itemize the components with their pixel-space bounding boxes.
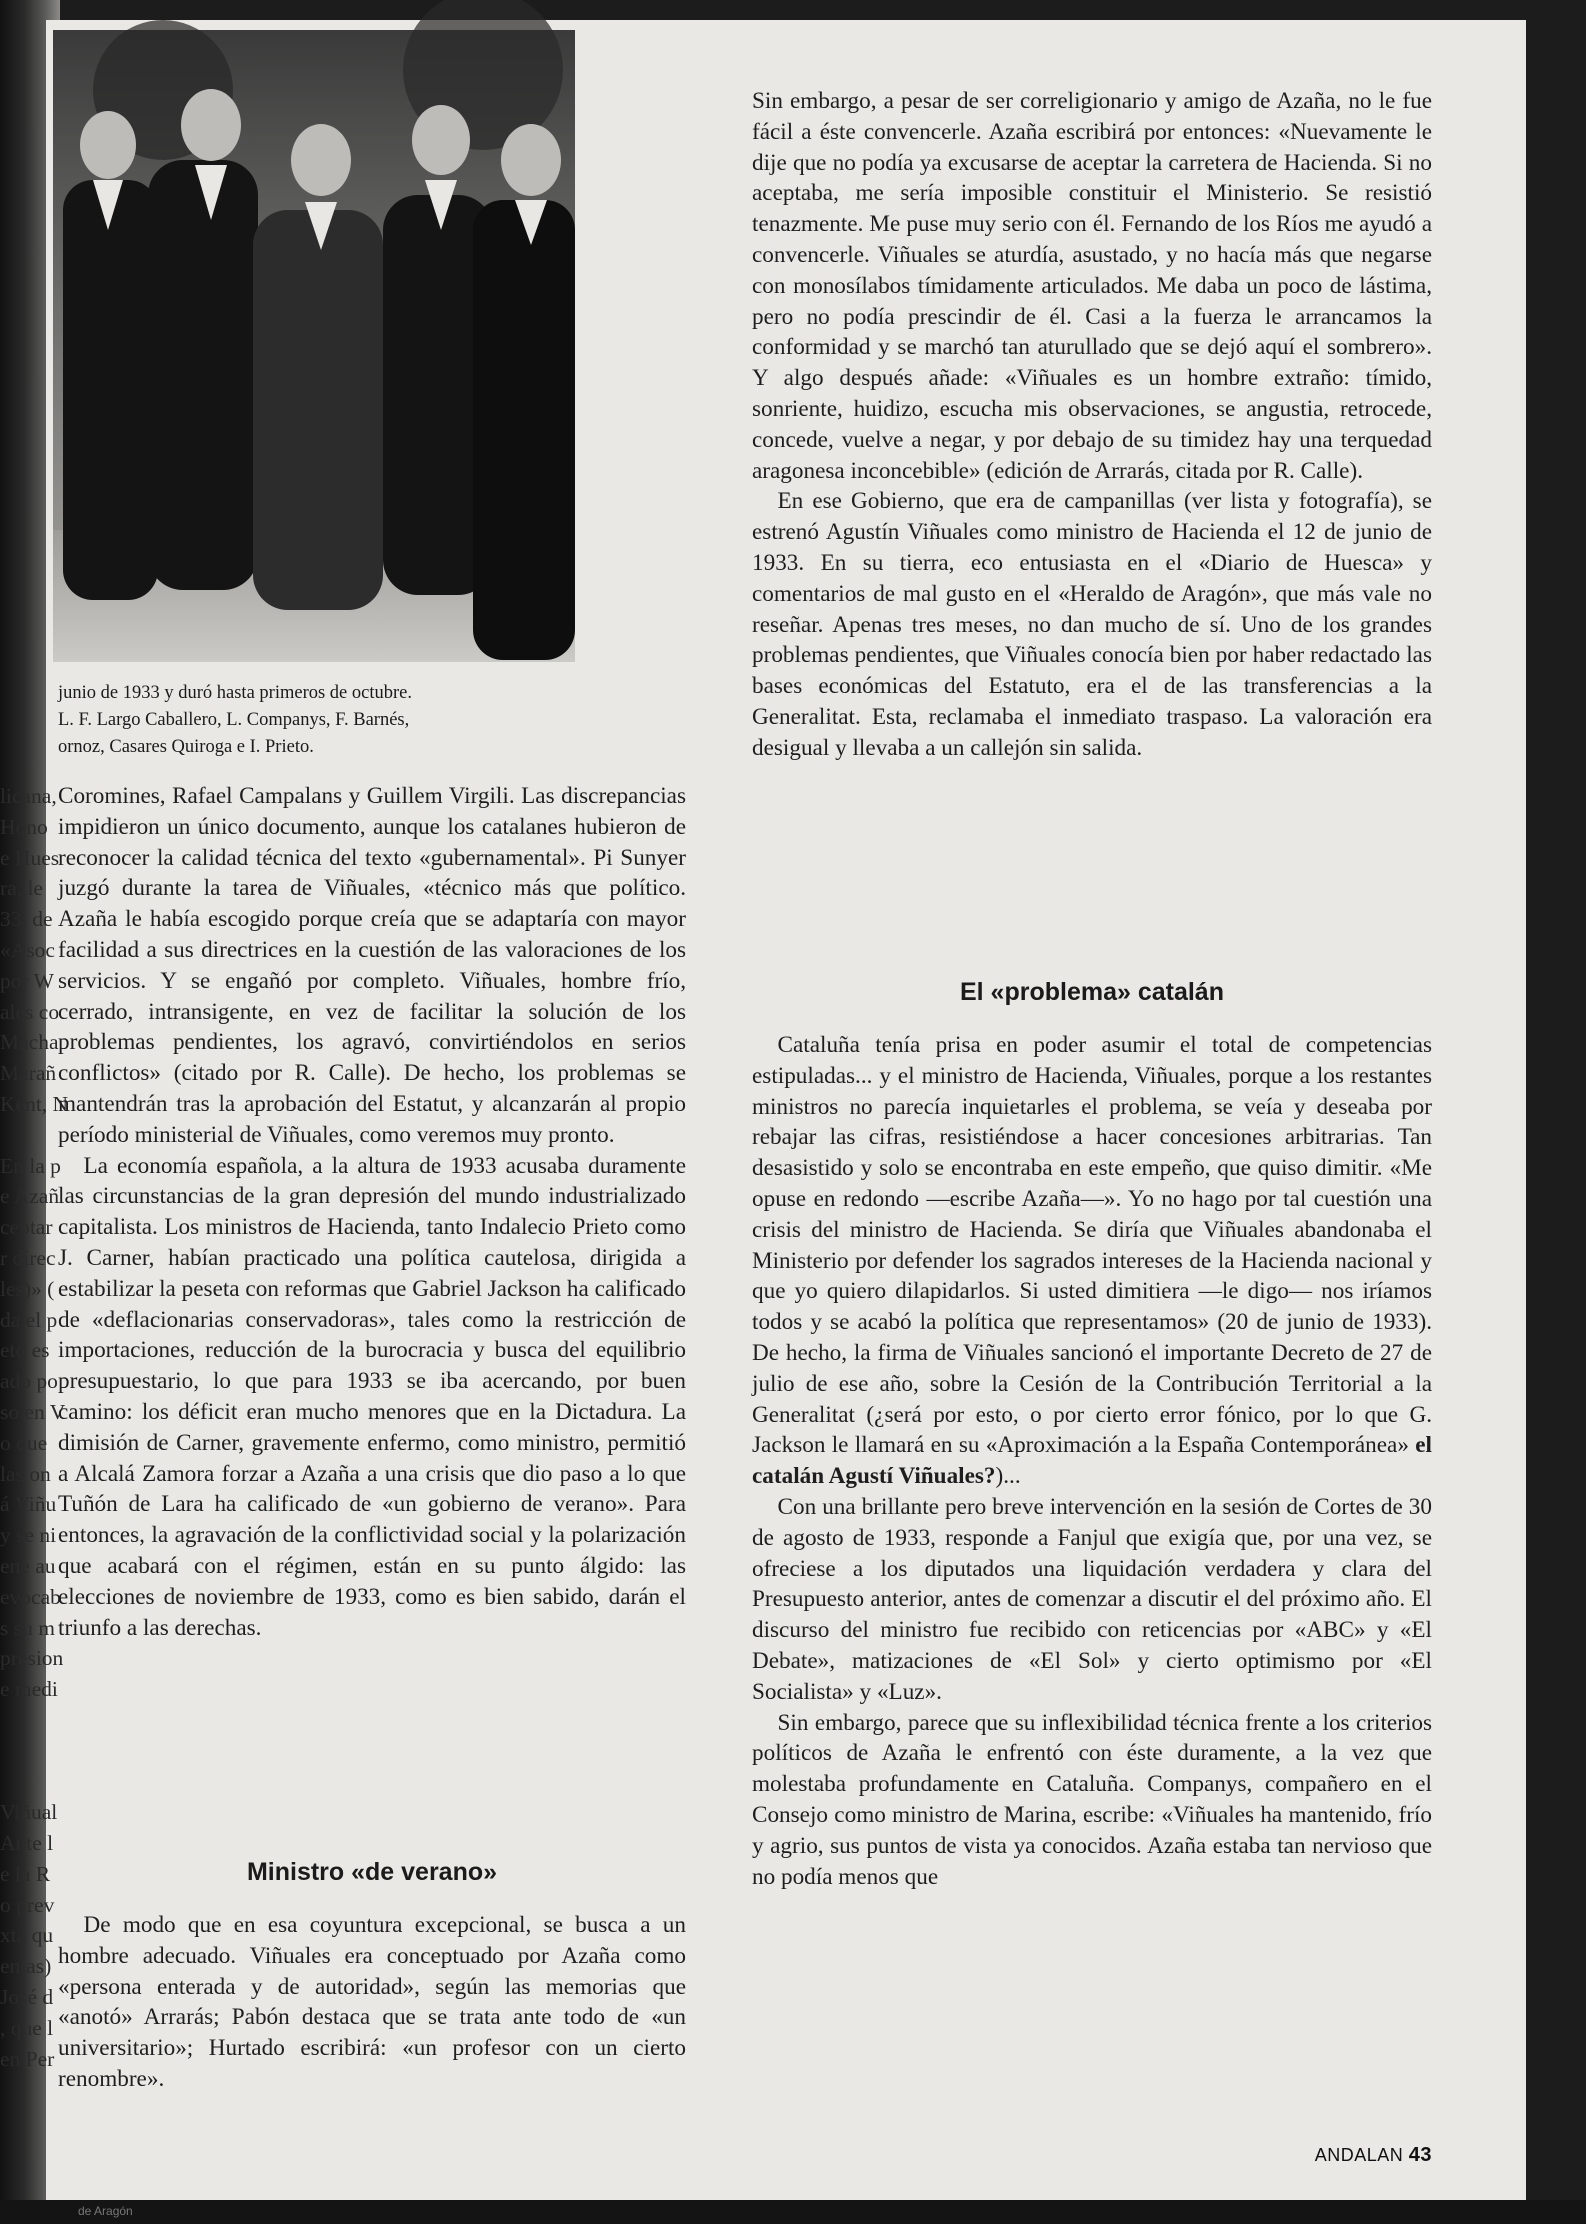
section-heading-ministro-de-verano: Ministro «de verano» [246, 1858, 498, 1886]
prev-page-line: en Per [0, 2046, 55, 2071]
prev-page-line: o que [0, 1430, 48, 1455]
prev-page-line: licana, [0, 784, 57, 808]
caption-line: L. F. Largo Caballero, L. Companys, F. Barnés, [58, 710, 410, 730]
group-photo [53, 30, 575, 662]
publication-name: ANDALAN [1314, 2145, 1404, 2165]
prev-page-line: entas) [0, 1954, 52, 1979]
prev-page-line: á Viñu [0, 1492, 57, 1517]
paragraph: Sin embargo, parece que su inflexibilidad técnica frente a los criterios políticos de Azaña le enfrentó con éste duramente, a la vez que molestaba profundamente en Cataluña. Companys, compañero en el Consejo como ministro de Marina, escribe: «Viñuales ha mantenido, frío y agrio, sus puntos de vista ya conocidos. Azaña estaba tan nervioso que no podía menos que [752, 1709, 1432, 1890]
paragraph: La economía española, a la altura de 1933 acusaba duramente las circunstancias de la gran depresión del mundo industrializado capitalista. Los ministros de Hacienda, tanto Indalecio Prieto como J. Carner, habían practicado una política cautelosa, dirigida a estabilizar la peseta con reformas que Gabriel Jackson ha calificado de «deflacionarias conservadoras», tales como la restricción de importaciones, reducción de la burocracia y busca del equilibrio presupuestario, lo que para 1933 se iba acercando, por buen camino: los déficit eran mucho menores que en la Dictadura. La dimisión de Carner, gravemente enfermo, como ministro, permitió a Alcalá Zamora forzar a Azaña a una crisis que dio paso a lo que Tuñón de Lara ha calificado de «un gobierno de verano». Para entonces, la agravación de la conflictividad social y la polarización que acabará con el régimen, están en su punto álgido: las elecciones de noviembre de 1933, como es bien sabido, darán el triunfo a las derechas. [58, 1152, 686, 1641]
prev-page-line: e la R [0, 1861, 51, 1886]
prev-page-line: Viñual [0, 1800, 58, 1825]
prev-page-line: ado po [0, 1369, 58, 1394]
prev-page-line: Marañ [0, 1061, 57, 1086]
page-footer [1290, 2144, 1432, 2167]
prev-page-line: e Hues [0, 845, 60, 870]
prev-page-line: José d [0, 1985, 54, 2010]
prev-page-line: les)» ( [0, 1276, 55, 1301]
prev-page-line: y se ni [0, 1523, 57, 1548]
prev-page-line: Ante l [0, 1831, 54, 1856]
right-text-column-continued [752, 1030, 1432, 1892]
prev-page-line: presion [0, 1646, 64, 1671]
paragraph-text: Cataluña tenía prisa en poder asumir el total de competencias estipuladas... y el ministro de Hacienda, Viñuales, porque a los restantes ministros no parecía inquietarles el problema, se veía y deseaba por rebajar las cifras, resistiéndose a hacer concesiones arbitrarias. Tan desasistido y solo se encontraba en este empeño, que quiso dimitir. «Me opuse en redondo —escribe Azaña—». Yo no hago por tal cuestión una crisis del ministro de Hacienda. Se diría que Viñuales abandonaba el Ministerio por defender los sagrados intereses de la Hacienda nacional y que yo quiero dilapidarlos. Si usted dimitiera —le digo— nos iríamos todos y se acabó la política que representamos» (20 de junio de 1933). De hecho, la firma de Viñuales sancionó el importante Decreto de 27 de julio de ese año, sobre la Cesión de la Contribución Territorial a la Generalitat (¿será por esto, o por cierto error fónico, por lo que G. Jackson le llamará en su «Aproximación a la España Contemporánea» [752, 1032, 1432, 1459]
prev-page-line: 33, de [0, 907, 53, 932]
prev-page-line: e medi [0, 1677, 58, 1702]
paragraph: Con una brillante pero breve intervención en la sesión de Cortes de 30 de agosto de 1933, responde a Fanjul que exigía que, por una vez, se ofreciese a los diputados una liquidación verdadera y clara del Presupuesto anterior, antes de comenzar a discutir el del próximo año. El discurso del ministro fue recibido con reticencias por «ABC» y «El Debate», matizaciones de «El Sol» y cierto optimismo por «El Socialista» y «Luz». [752, 1493, 1432, 1705]
prev-page-line: eto es [0, 1338, 50, 1363]
prev-page-line [0, 1705, 58, 1736]
prev-page-line: Hono [0, 814, 48, 839]
previous-page-text-fragment [0, 781, 69, 2074]
prev-page-line: ales co [0, 999, 60, 1024]
prev-page-line [0, 1736, 58, 1767]
prev-page-line: Kent, N [0, 1091, 69, 1116]
paragraph: En ese Gobierno, que era de campanillas (ver lista y fotografía), se estrenó Agustín Viñuales como ministro de Hacienda el 12 de junio de 1933. En su tierra, eco entusiasta en el «Diario de Huesca» y comentarios de mal gusto en el «Heraldo de Aragón», que más vale no reseñar. Apenas tres meses, no dan mucho de sí. Uno de los grandes problemas pendientes, que Viñuales conocía bien por haber redactado las bases económicas del Estatuto, era el de las transferencias a la Generalitat. Esta, reclamaba el inmediato traspaso. La valoración era desigual y llevaba a un callejón sin salida. [752, 488, 1432, 761]
paragraph: Coromines, Rafael Campalans y Guillem Virgili. Las discrepancias impidieron un único documento, aunque los catalanes hubieron de reconocer la calidad técnica del texto «gubernamental». Pi Sunyer juzgó durante la tarea de Viñuales, «técnico más que político. Azaña le había escogido porque creía que se adaptaría con mayor facilidad a sus directrices en la cuestión de las valoraciones de los servicios. Y se engañó por completo. Viñuales, hombre frío, cerrado, intransigente, en vez de facilitar la solución de los problemas pendientes, los agravó, convirtiéndolos en serios conflictos» (citado por R. Calle). De hecho, los problemas se mantendrán tras la aprobación del Estatut, y alcanzarán al propio período ministerial de Viñuales, como veremos muy pronto. [58, 783, 686, 1148]
prev-page-line: En la p [0, 1153, 61, 1178]
prev-page-line: e Azañ [0, 1184, 60, 1209]
prev-page-line [0, 1120, 58, 1151]
left-text-column-continued [58, 1910, 686, 2095]
prev-page-line: ceptar [0, 1215, 53, 1240]
paragraph: Sin embargo, a pesar de ser correligionario y amigo de Azaña, no le fue fácil a éste convencerle. Azaña escribirá por entonces: «Nuevamente le dije que no podía ya excusarse de aceptar la carretera de Hacienda. Si no aceptaba, me sería imposible constituir el Ministerio. Se resistió tenazmente. Me puse muy serio con él. Fernando de los Ríos me ayudó a convencerle. Viñuales se aturdía, asustado, y no hacía más que negarse con monosílabos tímidamente articulados. Me daba un poco de lástima, pero no podía prescindir de él. Casi a la fuerza le arrancamos la conformidad y se marchó tan aturullado que se dejó aquí el sombrero». Y algo después añade: «Viñuales es un hombre extraño: tímido, sonriente, huidizo, escucha mis observaciones, se angustia, retrocede, concede, vuelve a negar, y por debajo de su timidez hay una terquedad aragonesa inconcebible» (edición de Arrarás, citada por R. Calle). [752, 88, 1432, 484]
prev-page-line: las on [0, 1461, 51, 1486]
page-number: 43 [1408, 2144, 1432, 2166]
left-text-column [58, 781, 686, 1643]
right-text-column [752, 86, 1432, 764]
caption-line: ornoz, Casares Quiroga e I. Prieto. [58, 737, 314, 757]
paragraph-text-end: )... [995, 1463, 1021, 1490]
scan-bottom-strip [0, 2200, 1586, 2224]
paragraph: De modo que en esa coyuntura excepcional, se busca a un hombre adecuado. Viñuales era conceptuado por Azaña como «persona enterada y de autoridad», según las memorias que «anotó» Arrarás; Pabón destaca que se trata ante todo de «un universitario»; Hurtado escribirá: «un profesor con un cierto renombre». [58, 1912, 686, 2092]
prev-page-line: ene au [0, 1553, 56, 1578]
prev-page-line: evocab [0, 1584, 61, 1609]
prev-page-line: ra, le [0, 876, 43, 901]
prev-page-line: so en V [0, 1399, 66, 1424]
prev-page-line: da el p [0, 1307, 58, 1332]
prev-page-line [0, 1767, 58, 1798]
bold-phrase: el catalán Agustí Viñuales? [752, 1432, 1432, 1490]
prev-page-line: xta qu [0, 1923, 54, 1948]
archive-label: de Aragón [78, 2204, 133, 2218]
caption-line: junio de 1933 y duró hasta primeros de octubre. [58, 683, 412, 703]
prev-page-line: por W [0, 968, 54, 993]
prev-page-line: s su m [0, 1615, 55, 1640]
paragraph [752, 1030, 1432, 1492]
group-photo-image [53, 30, 575, 662]
prev-page-line: r direc [0, 1245, 56, 1270]
section-heading-problema-catalan: El «problema» catalán [959, 978, 1224, 1006]
prev-page-line: , que l [0, 2015, 54, 2040]
prev-page-line: Macha [0, 1030, 59, 1055]
prev-page-line: o prev [0, 1892, 55, 1917]
photo-caption [58, 680, 598, 761]
prev-page-line: «Asoc [0, 937, 55, 962]
